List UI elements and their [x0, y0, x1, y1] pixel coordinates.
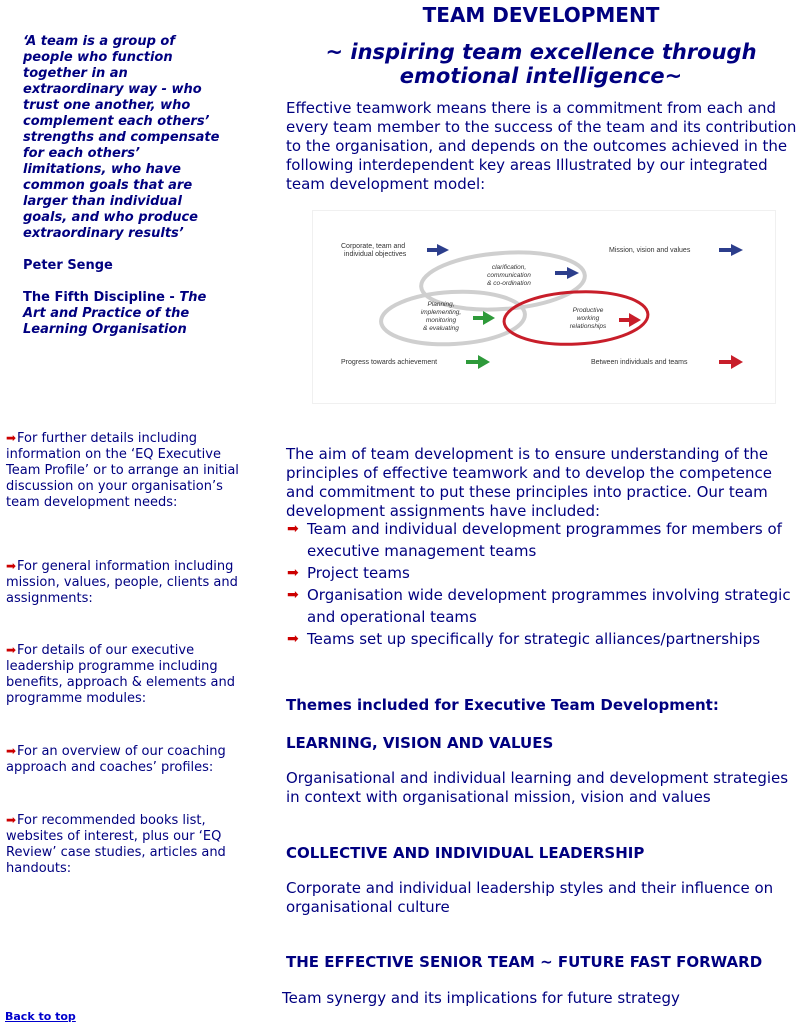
sidebar-link-leadership-programme[interactable]	[6, 642, 242, 707]
label-corporate-1: Corporate, team and	[341, 243, 406, 250]
theme-title-senior-team: THE EFFECTIVE SENIOR TEAM ~ FUTURE FAST FORWARD	[286, 953, 763, 971]
themes-heading: Themes included for Executive Team Development:	[286, 696, 719, 714]
list-item	[287, 562, 802, 584]
list-item	[287, 584, 802, 628]
theme-title-learning: LEARNING, VISION AND VALUES	[286, 734, 554, 752]
label-planning-3: monitoring	[425, 317, 457, 324]
sidebar-link-team-profile[interactable]	[6, 430, 242, 511]
arrow-right-icon: ➡	[6, 813, 17, 827]
arrow-right-icon: ➡	[287, 521, 299, 537]
book-reference	[23, 290, 223, 338]
label-planning-1: Planning,	[427, 301, 455, 308]
sidebar-link-coaching[interactable]	[6, 743, 242, 776]
arrow-between-icon	[719, 355, 743, 369]
label-productive-1: Productive	[572, 307, 604, 314]
arrow-right-icon: ➡	[287, 631, 299, 647]
sidebar-item-label: For details of our executive leadership programme including benefits, approach & elements and programme modules:	[6, 643, 236, 706]
sidebar-link-resources[interactable]	[6, 812, 242, 877]
label-productive-3: relationships	[569, 323, 607, 330]
assignment-text: Teams set up specifically for strategic alliances/partnerships	[307, 630, 761, 648]
senge-quote: ‘A team is a group of people who function together in an extraordinary way - who trust one another, who complement each others’ strengths and compensate for each others’ limitations, who have common goals that are larger than individual goals, and who produce extraordinary results’	[23, 34, 220, 241]
arrow-progress-icon	[466, 355, 490, 369]
arrow-right-icon: ➡	[6, 431, 17, 445]
page-subtitle: ~ inspiring team excellence through emotional intelligence~	[325, 40, 757, 88]
label-mission: Mission, vision and values	[609, 247, 691, 254]
theme-text-senior-team: Team synergy and its implications for future strategy	[282, 989, 680, 1007]
intro-paragraph: Effective teamwork means there is a commitment from each and every team member to the success of the team and its contribution to the organisation, and depends on the outcomes achieved in the following interdependent key areas Illustrated by our integrated team development model:	[286, 99, 797, 193]
book-subtitle: The Art and Practice of the Learning Organisation	[23, 290, 207, 337]
label-between: Between individuals and teams	[591, 359, 688, 366]
assignment-text: Team and individual development programmes for members of executive management teams	[307, 520, 782, 560]
arrow-productive-icon	[619, 313, 641, 327]
arrow-mission-icon	[719, 244, 743, 256]
sidebar-item-label: For further details including information on the ‘EQ Executive Team Profile’ or to arrange an initial discussion on your organisation’s team development needs:	[6, 431, 239, 510]
label-progress: Progress towards achievement	[341, 359, 438, 366]
book-title: The Fifth Discipline -	[23, 290, 180, 305]
arrow-right-icon: ➡	[6, 744, 17, 758]
label-clarification-2: communication	[487, 272, 531, 279]
assignment-text: Project teams	[307, 564, 410, 582]
theme-text-leadership: Corporate and individual leadership styles and their influence on organisational culture	[286, 879, 774, 916]
label-planning-4: & evaluating	[423, 325, 459, 332]
label-clarification-3: & co-ordination	[487, 280, 531, 287]
arrow-planning-icon	[473, 311, 495, 325]
label-planning-2: implementing,	[420, 309, 462, 316]
quote-author: Peter Senge	[23, 258, 113, 273]
theme-text-learning: Organisational and individual learning and development strategies in context with organisational mission, vision and values	[286, 769, 789, 806]
label-productive-2: working	[576, 315, 600, 322]
list-item	[287, 518, 802, 562]
arrow-corporate-icon	[427, 244, 449, 256]
list-item	[287, 628, 802, 650]
back-to-top-link[interactable]: Back to top	[5, 1010, 76, 1023]
assignment-text: Organisation wide development programmes involving strategic and operational teams	[307, 586, 791, 626]
theme-title-leadership: COLLECTIVE AND INDIVIDUAL LEADERSHIP	[286, 844, 645, 862]
team-development-model-diagram	[312, 210, 776, 404]
arrow-right-icon: ➡	[6, 643, 17, 657]
model-svg	[313, 211, 775, 403]
sidebar-item-label: For general information including mission, values, people, clients and assignments:	[6, 559, 238, 606]
arrow-right-icon: ➡	[287, 587, 299, 603]
sidebar-link-general-info[interactable]	[6, 558, 242, 607]
label-clarification-1: clarification,	[491, 264, 527, 271]
page-title: TEAM DEVELOPMENT	[422, 3, 660, 27]
assignments-list	[287, 518, 802, 650]
aim-paragraph: The aim of team development is to ensure understanding of the principles of effective teamwork and to develop the competence and commitment to put these principles into practice. Our team development assignments have included:	[286, 445, 773, 520]
sidebar-item-label: For recommended books list, websites of interest, plus our ‘EQ Review’ case studies, articles and handouts:	[6, 813, 226, 876]
label-corporate-2: individual objectives	[344, 251, 407, 258]
arrow-right-icon: ➡	[6, 559, 17, 573]
sidebar-item-label: For an overview of our coaching approach and coaches’ profiles:	[6, 744, 226, 775]
arrow-clarification-icon	[555, 267, 579, 279]
arrow-right-icon: ➡	[287, 565, 299, 581]
